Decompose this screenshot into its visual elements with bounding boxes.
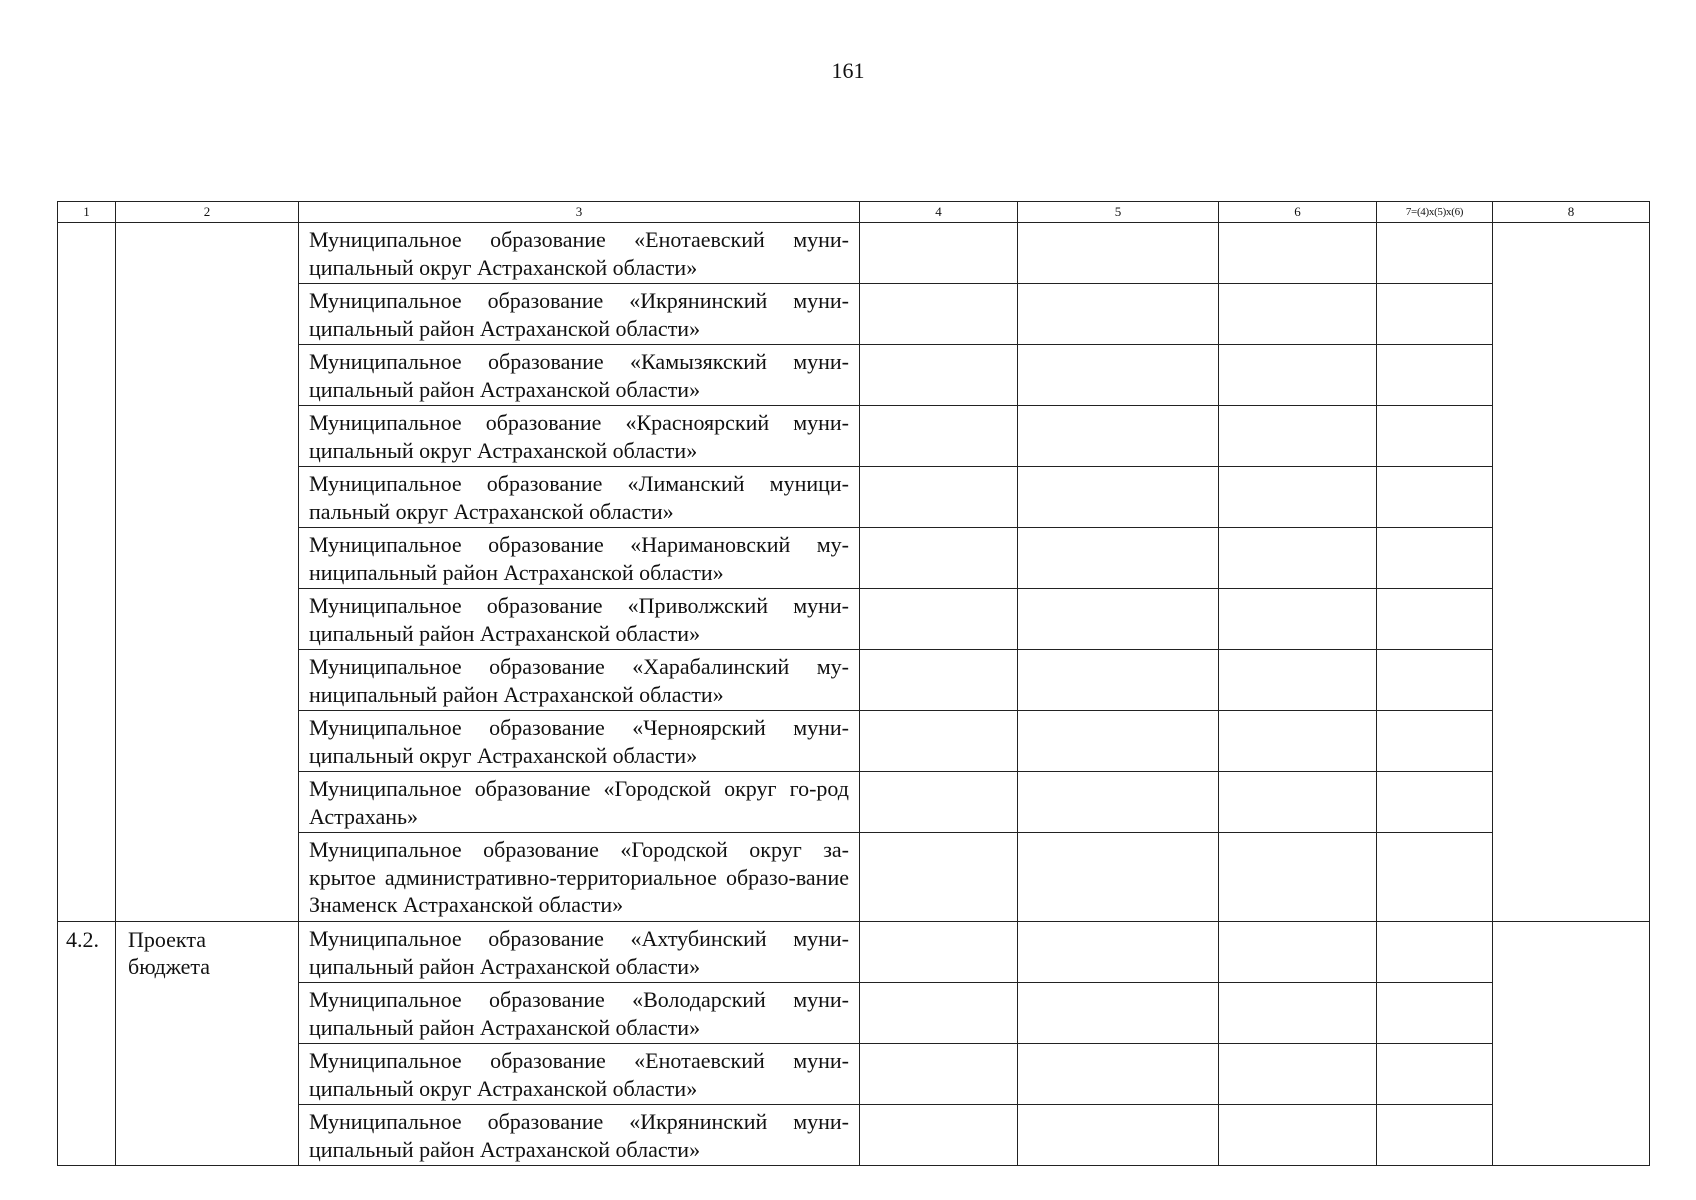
- value-cell: [860, 345, 1018, 406]
- municipality-cell: Муниципальное образование «Лиманский муници-пальный округ Астраханской области»: [299, 467, 860, 528]
- value-cell: [860, 589, 1018, 650]
- value-cell: [860, 772, 1018, 833]
- value-cell: [1377, 922, 1493, 983]
- value-cell: [1219, 223, 1377, 284]
- value-cell: [1219, 711, 1377, 772]
- value-cell: [1377, 406, 1493, 467]
- value-cell: [1377, 589, 1493, 650]
- value-cell: [1219, 833, 1377, 922]
- value-cell: [860, 650, 1018, 711]
- municipality-cell: Муниципальное образование «Енотаевский муни-ципальный округ Астраханской области»: [299, 223, 860, 284]
- value-cell: [1377, 284, 1493, 345]
- value-cell: [1018, 922, 1219, 983]
- value-cell: [1018, 711, 1219, 772]
- item-name-cell: [116, 223, 299, 922]
- value-cell: [860, 1044, 1018, 1105]
- value-cell: [1018, 589, 1219, 650]
- value-cell: [1018, 1105, 1219, 1166]
- value-cell: [1377, 528, 1493, 589]
- value-cell: [860, 833, 1018, 922]
- data-table: [57, 201, 1650, 1166]
- value-cell: [1377, 772, 1493, 833]
- municipality-cell: Муниципальное образование «Камызякский муни-ципальный район Астраханской области»: [299, 345, 860, 406]
- page-number: 161: [831, 58, 865, 83]
- municipality-cell: Муниципальное образование «Черноярский муни-ципальный округ Астраханской области»: [299, 711, 860, 772]
- municipality-cell: Муниципальное образование «Городской округ го-род Астрахань»: [299, 772, 860, 833]
- value-cell: [860, 922, 1018, 983]
- value-cell: [1018, 467, 1219, 528]
- value-cell: [1219, 1044, 1377, 1105]
- municipality-cell: Муниципальное образование «Красноярский муни-ципальный округ Астраханской области»: [299, 406, 860, 467]
- value-cell: [860, 284, 1018, 345]
- value-cell: [1219, 650, 1377, 711]
- value-cell: [1377, 467, 1493, 528]
- value-cell: [1219, 589, 1377, 650]
- value-cell: [1377, 1105, 1493, 1166]
- value-cell: [1018, 983, 1219, 1044]
- municipality-cell: Муниципальное образование «Харабалинский му-ниципальный район Астраханской области»: [299, 650, 860, 711]
- note-cell: [1493, 223, 1650, 922]
- column-number: 3: [299, 202, 860, 223]
- value-cell: [1018, 1044, 1219, 1105]
- value-cell: [1377, 345, 1493, 406]
- municipality-cell: Муниципальное образование «Городской округ за-крытое административно-территориальное образо-вание Знаменск Астраханской области»: [299, 833, 860, 922]
- column-number-row: [58, 202, 1650, 223]
- item-name-cell: Проекта бюджета: [116, 922, 299, 1166]
- table-row: [58, 922, 1650, 983]
- column-number: 6: [1219, 202, 1377, 223]
- value-cell: [1018, 284, 1219, 345]
- column-number: 4: [860, 202, 1018, 223]
- value-cell: [1377, 223, 1493, 284]
- column-number: 5: [1018, 202, 1219, 223]
- column-number: 1: [58, 202, 116, 223]
- note-cell: [1493, 922, 1650, 1166]
- value-cell: [1377, 711, 1493, 772]
- value-cell: [1377, 833, 1493, 922]
- municipality-cell: Муниципальное образование «Наримановский му-ниципальный район Астраханской области»: [299, 528, 860, 589]
- item-number-cell: [58, 223, 116, 922]
- value-cell: [860, 467, 1018, 528]
- value-cell: [1377, 983, 1493, 1044]
- value-cell: [1018, 650, 1219, 711]
- value-cell: [1219, 528, 1377, 589]
- column-number: 7=(4)x(5)x(6): [1377, 202, 1493, 223]
- municipality-cell: Муниципальное образование «Икрянинский муни-ципальный район Астраханской области»: [299, 1105, 860, 1166]
- value-cell: [1018, 223, 1219, 284]
- value-cell: [860, 406, 1018, 467]
- municipality-cell: Муниципальное образование «Приволжский муни-ципальный район Астраханской области»: [299, 589, 860, 650]
- municipality-cell: Муниципальное образование «Икрянинский муни-ципальный район Астраханской области»: [299, 284, 860, 345]
- value-cell: [1377, 650, 1493, 711]
- value-cell: [1219, 406, 1377, 467]
- table-row: [58, 223, 1650, 284]
- value-cell: [1219, 284, 1377, 345]
- value-cell: [860, 1105, 1018, 1166]
- value-cell: [860, 983, 1018, 1044]
- value-cell: [1018, 772, 1219, 833]
- value-cell: [1018, 345, 1219, 406]
- item-number-cell: 4.2.: [58, 922, 116, 1166]
- value-cell: [860, 223, 1018, 284]
- value-cell: [1018, 833, 1219, 922]
- municipality-cell: Муниципальное образование «Енотаевский муни-ципальный округ Астраханской области»: [299, 1044, 860, 1105]
- value-cell: [1219, 467, 1377, 528]
- value-cell: [860, 528, 1018, 589]
- municipality-cell: Муниципальное образование «Ахтубинский муни-ципальный район Астраханской области»: [299, 922, 860, 983]
- column-number: 8: [1493, 202, 1650, 223]
- value-cell: [1377, 1044, 1493, 1105]
- value-cell: [1219, 983, 1377, 1044]
- value-cell: [1219, 772, 1377, 833]
- municipality-cell: Муниципальное образование «Володарский муни-ципальный район Астраханской области»: [299, 983, 860, 1044]
- value-cell: [1219, 1105, 1377, 1166]
- value-cell: [1219, 345, 1377, 406]
- value-cell: [1219, 922, 1377, 983]
- value-cell: [860, 711, 1018, 772]
- column-number: 2: [116, 202, 299, 223]
- value-cell: [1018, 406, 1219, 467]
- value-cell: [1018, 528, 1219, 589]
